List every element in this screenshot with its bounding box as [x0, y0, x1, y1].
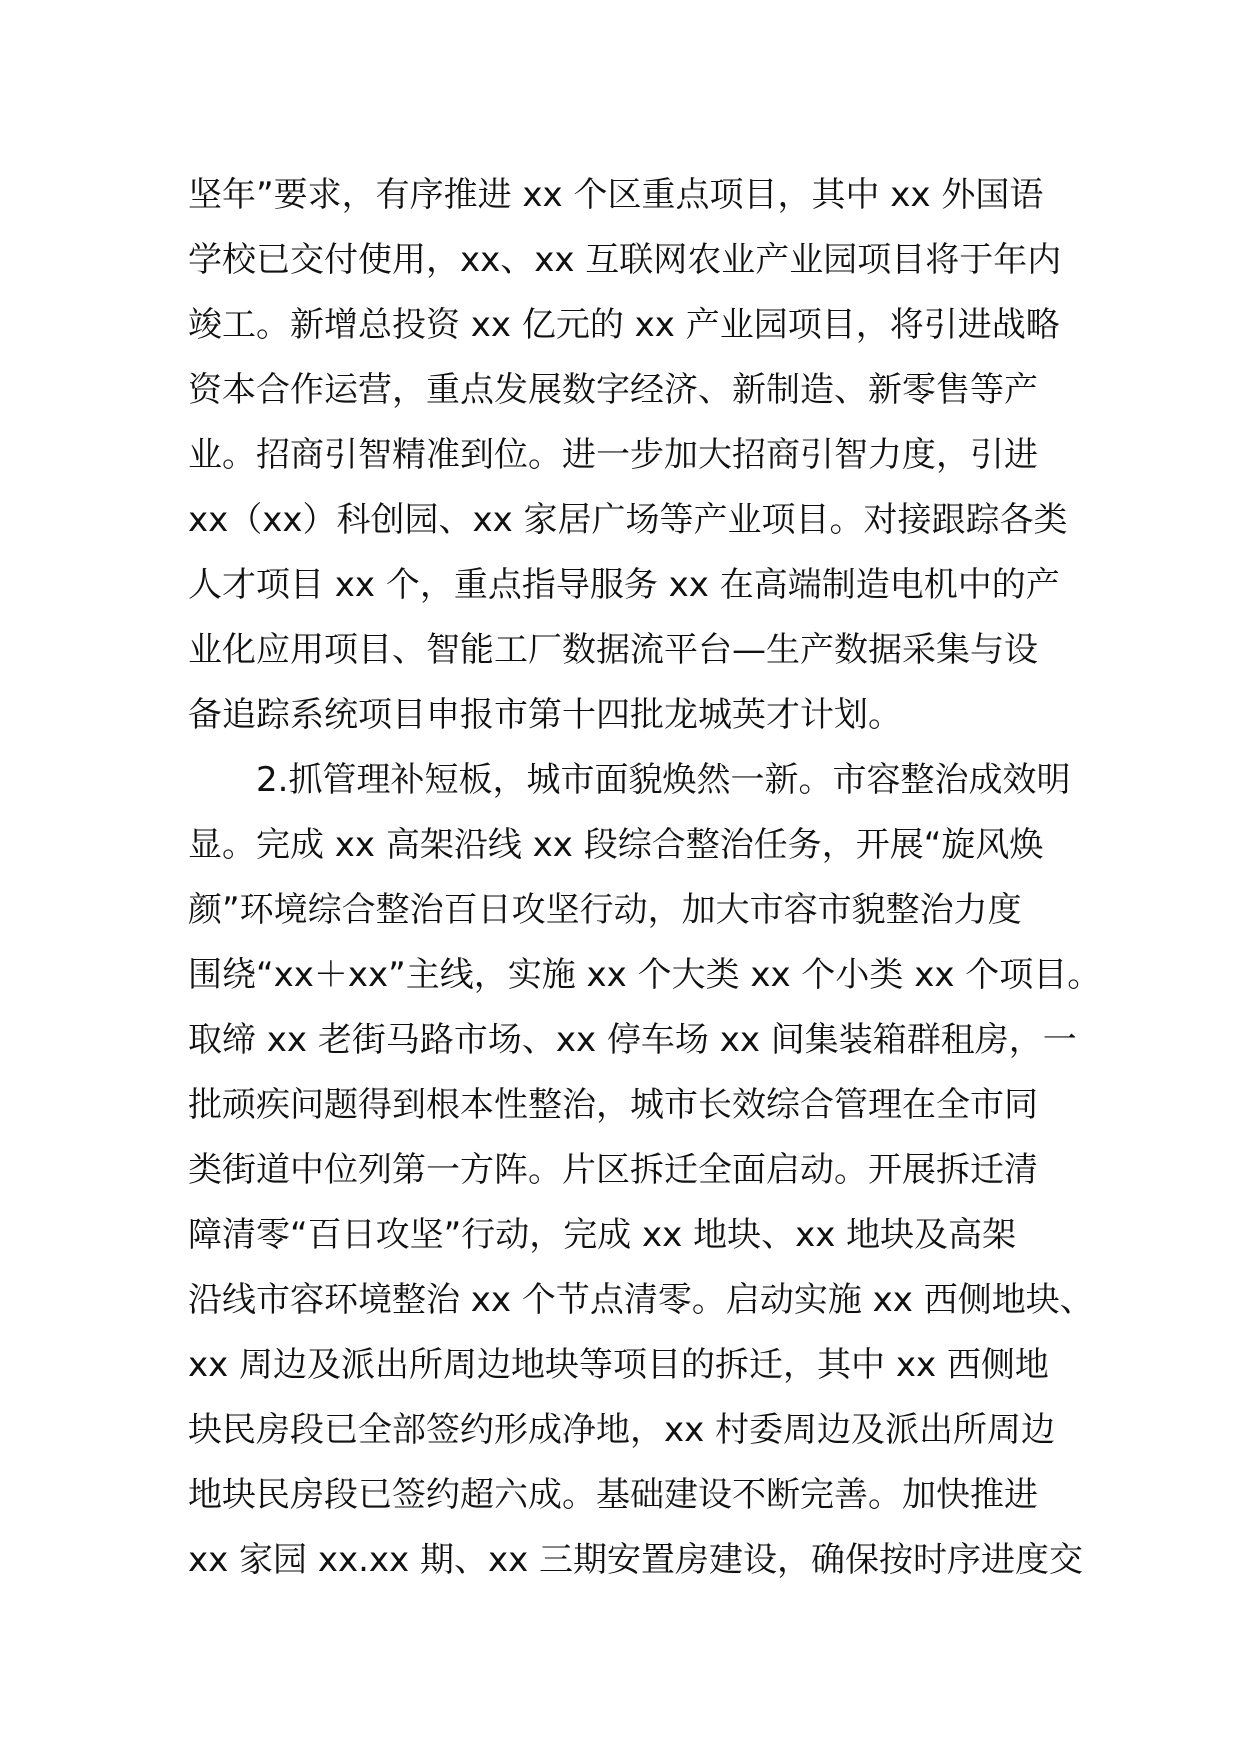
text-line: 业化应用项目、智能工厂数据流平台—生产数据采集与设	[188, 630, 1038, 670]
text-line: 沿线市容环境整治 xx 个节点清零。启动实施 xx 西侧地块、	[188, 1280, 1094, 1320]
text-line: 竣工。新增总投资 xx 亿元的 xx 产业园项目，将引进战略	[188, 305, 1060, 345]
text-line: 备追踪系统项目申报市第十四批龙城英才计划。	[188, 695, 902, 735]
text-line: 块民房段已全部签约形成净地，xx 村委周边及派出所周边	[188, 1410, 1056, 1450]
text-line: 显。完成 xx 高架沿线 xx 段综合整治任务，开展“旋风焕	[188, 825, 1044, 865]
text-line: 地块民房段已签约超六成。基础建设不断完善。加快推进	[188, 1475, 1038, 1515]
text-line: 类街道中位列第一方阵。片区拆迁全面启动。开展拆迁清	[188, 1150, 1038, 1190]
text-line: 坚年”要求，有序推进 xx 个区重点项目，其中 xx 外国语	[188, 175, 1044, 215]
text-line: xx 家园 xx.xx 期、xx 三期安置房建设，确保按时序进度交	[188, 1540, 1084, 1580]
text-line: 取缔 xx 老街马路市场、xx 停车场 xx 间集装箱群租房，一	[188, 1020, 1077, 1060]
text-line: 业。招商引智精准到位。进一步加大招商引智力度，引进	[188, 435, 1038, 475]
text-line: 障清零“百日攻坚”行动，完成 xx 地块、xx 地块及高架	[188, 1215, 1017, 1255]
paragraph-start-line: 2.抓管理补短板，城市面貌焕然一新。市容整治成效明	[256, 760, 1071, 800]
text-line: xx 周边及派出所周边地块等项目的拆迁，其中 xx 西侧地	[188, 1345, 1049, 1385]
text-line: xx（xx）科创园、xx 家居广场等产业项目。对接跟踪各类	[188, 500, 1068, 540]
text-line: 人才项目 xx 个，重点指导服务 xx 在高端制造电机中的产	[188, 565, 1060, 605]
text-line: 围绕“xx＋xx”主线，实施 xx 个大类 xx 个小类 xx 个项目。	[188, 955, 1102, 995]
text-line: 学校已交付使用，xx、xx 互联网农业产业园项目将于年内	[188, 240, 1062, 280]
text-line: 批顽疾问题得到根本性整治，城市长效综合管理在全市同	[188, 1085, 1038, 1125]
body-text	[188, 163, 1102, 1593]
text-line: 资本合作运营，重点发展数字经济、新制造、新零售等产	[188, 370, 1038, 410]
text-line: 颜”环境综合整治百日攻坚行动，加大市容市貌整治力度	[188, 890, 1022, 930]
